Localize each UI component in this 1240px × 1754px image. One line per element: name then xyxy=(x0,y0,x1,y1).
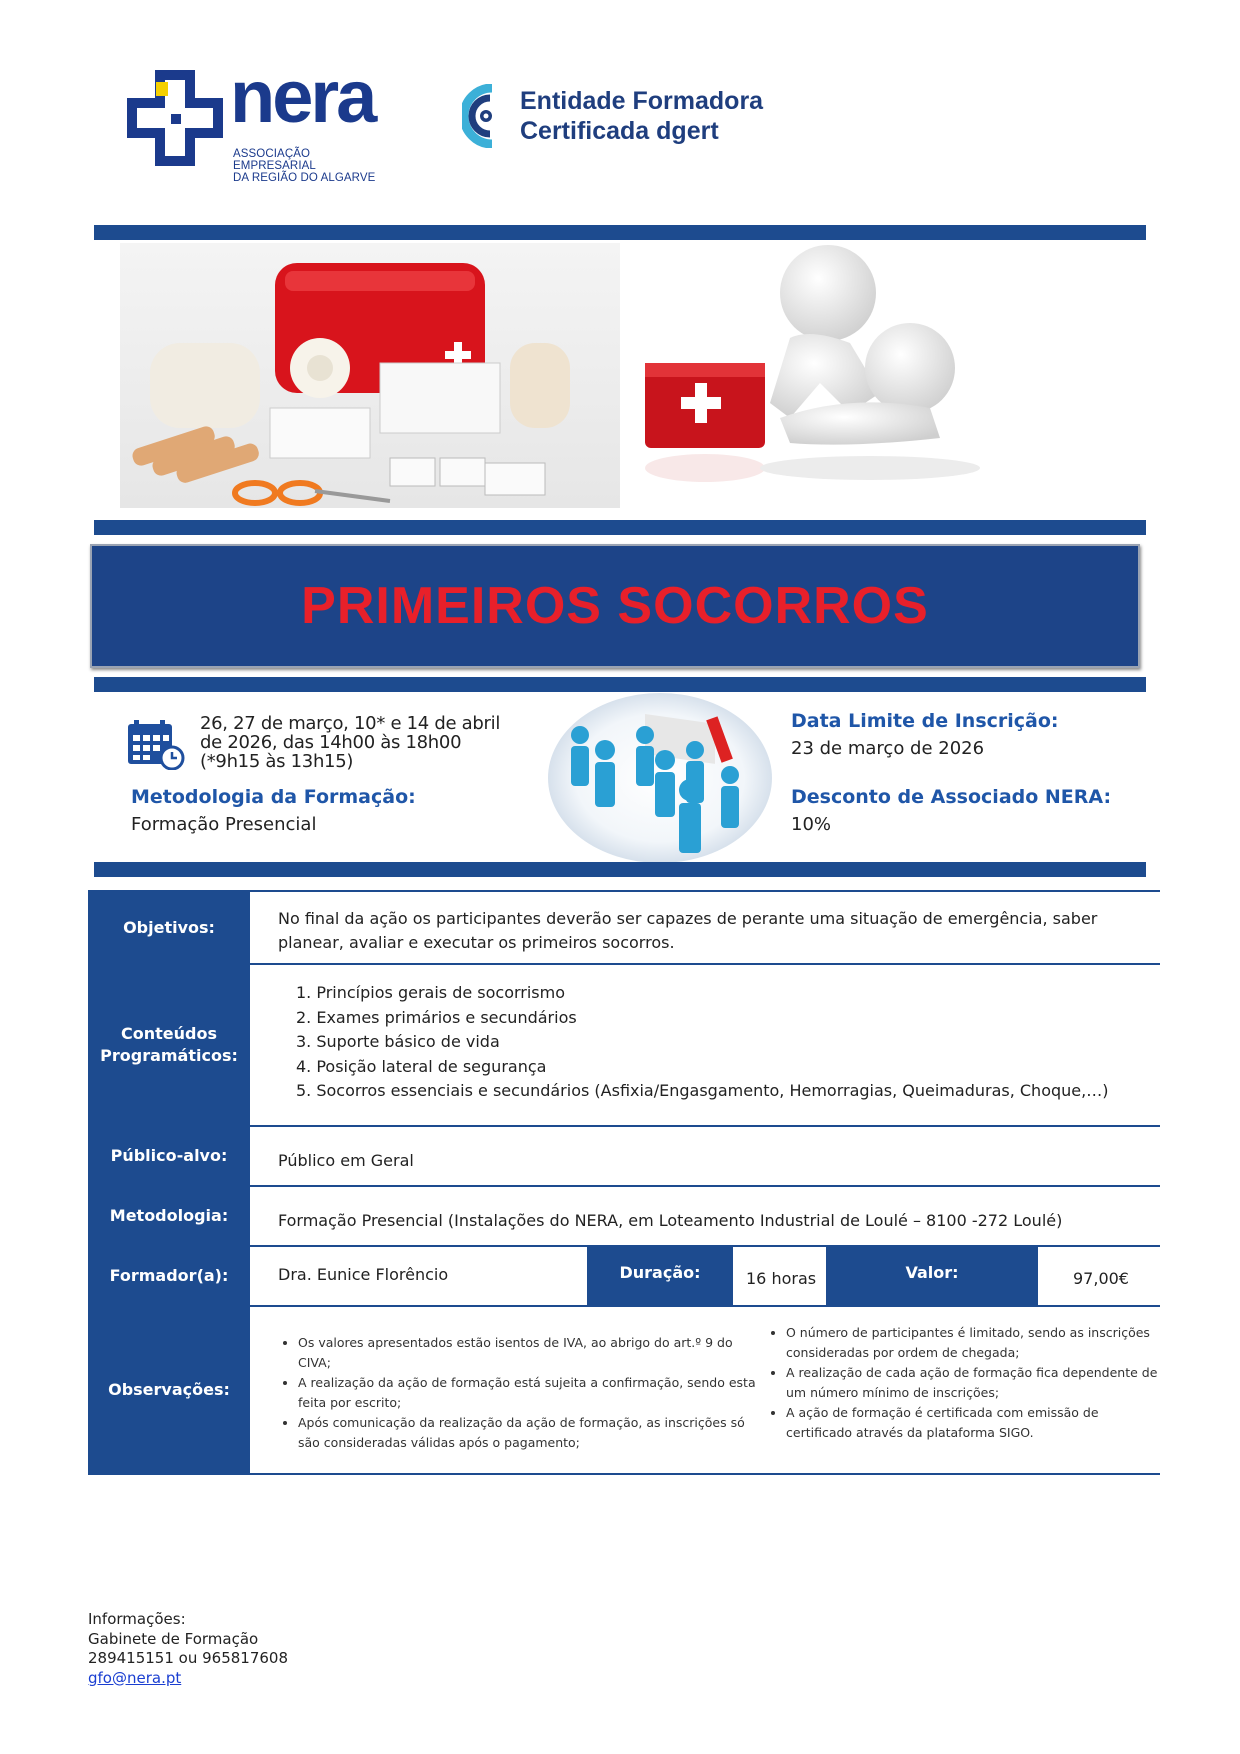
observacao-item: • O número de participantes é limitado, sendo as inscrições consideradas por ordem de chegada; xyxy=(786,1323,1166,1363)
conteudos-label: Conteúdos Programáticos: xyxy=(88,965,250,1125)
conteudo-item: 1. Princípios gerais de socorrismo xyxy=(296,983,566,1002)
row-formador xyxy=(88,1247,1160,1307)
people-group-illustration xyxy=(545,690,775,865)
course-dates: 26, 27 de março, 10* e 14 de abril de 2026, das 14h00 às 18h00 (*9h15 às 13h15) xyxy=(200,713,501,772)
objetivos-label: Objetivos: xyxy=(88,892,250,963)
contact-info xyxy=(88,1610,288,1688)
nera-logo xyxy=(125,55,395,184)
publico-value: Público em Geral xyxy=(278,1151,414,1170)
formador-label: Formador(a): xyxy=(88,1247,250,1305)
logo-subtitle xyxy=(233,148,395,184)
divider-bar-top xyxy=(94,225,1146,240)
banner-illustration xyxy=(90,243,1150,508)
logo-word: nera xyxy=(230,55,375,138)
observacoes-list-left xyxy=(280,1333,766,1453)
contact-phones: 289415151 ou 965817608 xyxy=(88,1649,289,1667)
observacao-item: • Os valores apresentados estão isentos de IVA, ao abrigo do art.º 9 do CIVA; xyxy=(298,1333,766,1373)
certification-text xyxy=(520,86,763,146)
observacoes-label: Observações: xyxy=(88,1307,250,1473)
publico-label: Público-alvo: xyxy=(88,1127,250,1185)
dgert-logo xyxy=(462,84,782,154)
cert-line1: Entidade Formadora xyxy=(520,87,764,115)
divider-bar-middle xyxy=(94,520,1146,535)
conteudo-item: 4. Posição lateral de segurança xyxy=(296,1056,547,1076)
conteudo-item: 2. Exames primários e secundários xyxy=(296,1007,577,1027)
conteudo-item: 3. Suporte básico de vida xyxy=(296,1032,500,1051)
conteudos-list xyxy=(296,981,1108,1104)
first-aid-illustration xyxy=(90,243,1150,508)
metodologia-heading: Metodologia da Formação: xyxy=(131,786,416,808)
objetivos-value: No final da ação os participantes deverão ser capazes de perante uma situação de emergência, saber planear, avaliar e executar os primeiros socorros. xyxy=(278,909,1098,952)
logo-sub-line1: ASSOCIAÇÃO EMPRESARIAL xyxy=(233,148,316,172)
limite-text: 23 de março de 2026 xyxy=(791,738,985,759)
cert-line2: Certificada dgert xyxy=(520,117,719,145)
row-publico xyxy=(88,1127,1160,1187)
observacao-item: • A realização da ação de formação está sujeita a confirmação, sendo esta feita por escrito; xyxy=(298,1373,766,1413)
duracao-value: 16 horas xyxy=(746,1269,817,1288)
row-conteudos xyxy=(88,965,1160,1127)
details-table xyxy=(88,890,1160,1482)
valor-value: 97,00€ xyxy=(1073,1269,1129,1288)
row-observacoes xyxy=(88,1307,1160,1475)
conteudo-item: 5. Socorros essenciais e secundários (Asfixia/Engasgamento, Hemorragias, Queimaduras, Choque,…) xyxy=(296,1081,1109,1100)
valor-label: Valor: xyxy=(826,1247,1038,1305)
formador-value: Dra. Eunice Florêncio xyxy=(278,1265,449,1284)
contact-email-link[interactable]: gfo@nera.pt xyxy=(88,1668,182,1687)
nera-cross-icon xyxy=(125,68,225,168)
observacao-item: • Após comunicação da realização da ação de formação, as inscrições só são consideradas válidas após o pagamento; xyxy=(298,1413,766,1453)
observacao-item: • A ação de formação é certificada com emissão de certificado através da plataforma SIGO. xyxy=(786,1403,1166,1443)
observacao-item: • A realização de cada ação de formação fica dependente de um número mínimo de inscrições; xyxy=(786,1363,1166,1403)
observacoes-list-right xyxy=(768,1323,1166,1443)
logo-sub-line2: DA REGIÃO DO ALGARVE xyxy=(233,172,376,184)
desconto-text: 10% xyxy=(791,814,832,835)
metodologia-value: Formação Presencial (Instalações do NERA, em Loteamento Industrial de Loulé – 8100 -272 Loulé) xyxy=(278,1211,1063,1230)
desconto-heading: Desconto de Associado NERA: xyxy=(791,786,1112,808)
limite-heading: Data Limite de Inscrição: xyxy=(791,710,1059,732)
title-banner xyxy=(90,544,1140,668)
row-objetivos xyxy=(88,892,1160,965)
duracao-label: Duração: xyxy=(587,1247,733,1305)
row-metodologia xyxy=(88,1187,1160,1247)
divider-bar-bottom xyxy=(94,862,1146,877)
calendar-clock-icon xyxy=(126,718,186,770)
dgert-emblem-icon xyxy=(462,84,512,148)
contact-department: Gabinete de Formação xyxy=(88,1629,259,1648)
metodologia-label: Metodologia: xyxy=(88,1187,250,1245)
course-title: PRIMEIROS SOCORROS xyxy=(301,577,929,635)
contact-heading: Informações: xyxy=(88,1610,186,1628)
metodologia-text: Formação Presencial xyxy=(131,814,317,835)
